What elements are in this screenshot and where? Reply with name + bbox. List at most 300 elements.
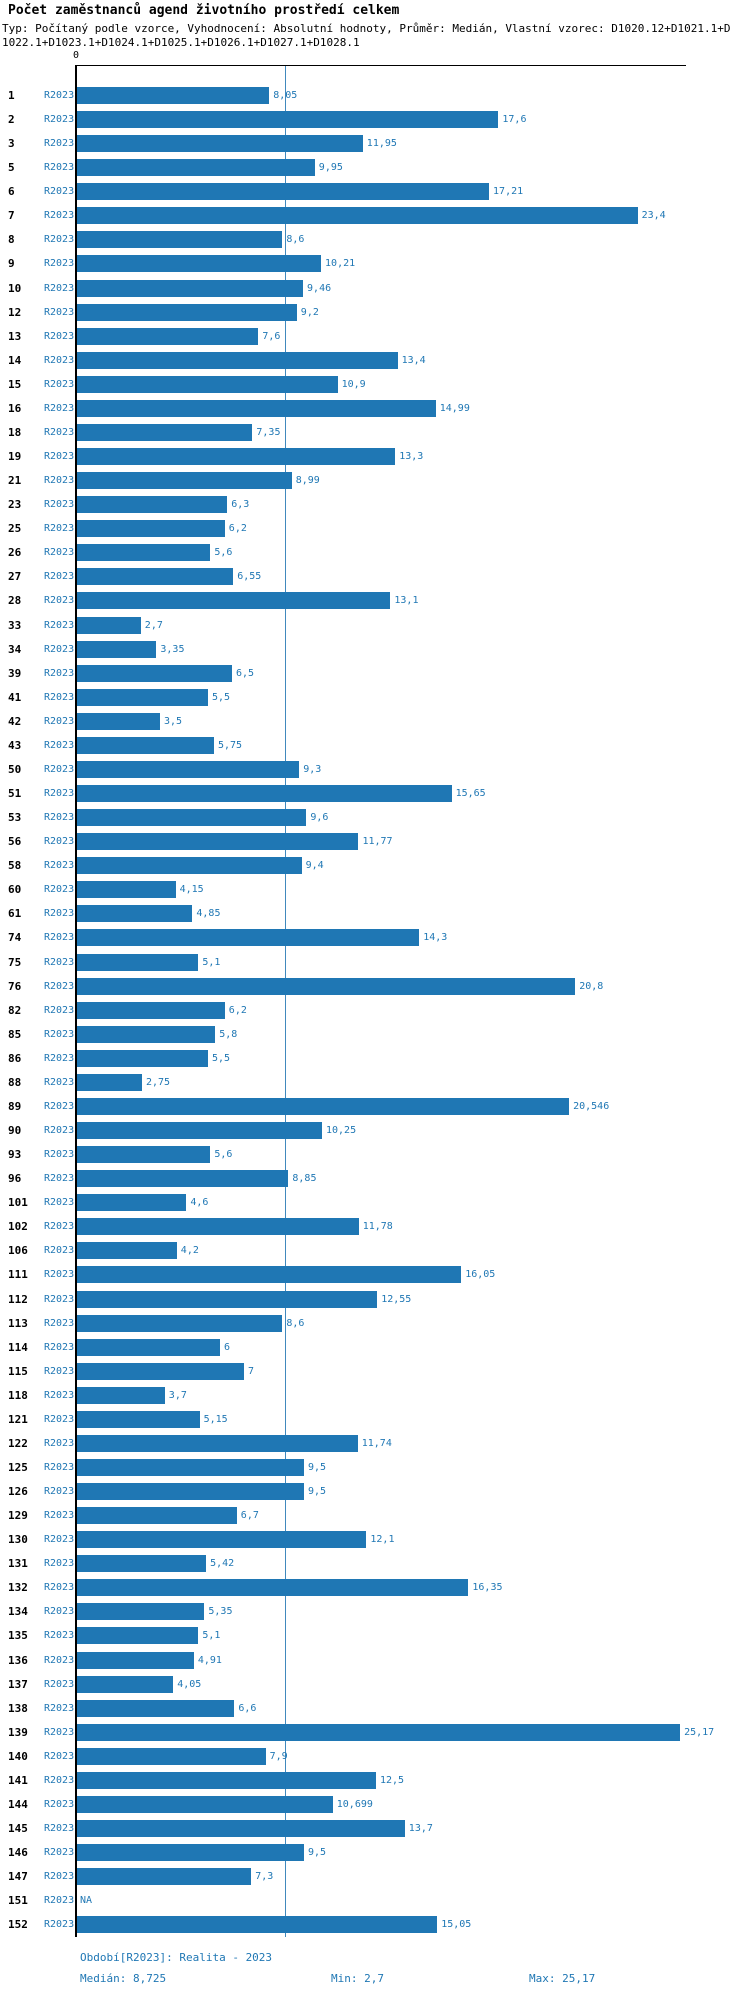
value-bar [76, 159, 315, 176]
row-number-label: 135 [8, 1629, 28, 1643]
row-number-label: 89 [8, 1099, 22, 1113]
row-number-label: 111 [8, 1268, 28, 1282]
value-label: 5,6 [214, 1149, 233, 1161]
value-bar [76, 785, 452, 802]
value-bar [76, 1724, 680, 1741]
value-label: 6,2 [228, 1004, 247, 1016]
chart-row [0, 1480, 750, 1504]
series-label: R2023 [44, 1486, 75, 1498]
row-number-label: 42 [8, 714, 22, 728]
series-label: R2023 [44, 1028, 75, 1040]
chart-row [0, 301, 750, 325]
value-label: 15,05 [441, 1919, 472, 1931]
row-number-label: 106 [8, 1244, 28, 1258]
row-number-label: 125 [8, 1460, 28, 1474]
value-bar [76, 761, 299, 778]
footer-period-label: Období[R2023]: Realita - 2023 [80, 1951, 273, 1964]
series-label: R2023 [44, 763, 75, 775]
row-number-label: 118 [8, 1388, 28, 1402]
series-label: R2023 [44, 1750, 75, 1762]
value-bar [76, 857, 302, 874]
chart-row [0, 1576, 750, 1600]
value-bar [76, 954, 198, 971]
value-label: 10,25 [326, 1125, 357, 1136]
series-label: R2023 [44, 571, 75, 583]
series-label: R2023 [44, 234, 75, 246]
value-label: 13,3 [399, 451, 424, 463]
value-bar [76, 1459, 304, 1476]
value-label: 17,6 [502, 114, 527, 126]
value-label: 2,75 [146, 1076, 171, 1088]
series-label: R2023 [44, 1221, 75, 1233]
row-number-label: 5 [8, 161, 15, 175]
value-label: 5,6 [214, 547, 233, 559]
chart-row [0, 1408, 750, 1432]
value-bar [76, 424, 252, 441]
value-label: 2,7 [144, 619, 163, 631]
series-label: R2023 [44, 1197, 75, 1209]
value-bar [76, 87, 269, 104]
series-label: R2023 [44, 980, 75, 992]
row-number-label: 146 [8, 1846, 28, 1860]
value-label: 9,3 [303, 763, 322, 775]
value-label: 8,99 [295, 475, 320, 487]
row-number-label: 132 [8, 1581, 28, 1595]
series-label: R2023 [44, 932, 75, 944]
chart-row [0, 1745, 750, 1769]
chart-row [0, 1697, 750, 1721]
chart-row [0, 349, 750, 373]
chart-row [0, 1865, 750, 1889]
value-bar [76, 1820, 405, 1837]
row-number-label: 58 [8, 859, 22, 873]
value-label: 9,5 [308, 1486, 327, 1498]
chart-row [0, 1191, 750, 1215]
chart-row [0, 325, 750, 349]
value-label: 14,3 [423, 932, 448, 944]
value-label: 4,05 [177, 1678, 202, 1690]
row-number-label: 86 [8, 1051, 22, 1065]
series-label: R2023 [44, 1173, 75, 1185]
row-number-label: 14 [8, 353, 22, 367]
row-number-label: 90 [8, 1124, 22, 1137]
value-bar [76, 304, 297, 321]
row-number-label: 16 [8, 401, 22, 415]
chart-row [0, 686, 750, 710]
chart-row [0, 1793, 750, 1817]
row-number-label: 85 [8, 1027, 22, 1041]
series-label: R2023 [44, 1702, 75, 1714]
series-label: R2023 [44, 1413, 75, 1425]
row-number-label: 53 [8, 811, 22, 825]
chart-row [0, 1167, 750, 1191]
series-label: R2023 [44, 1606, 75, 1618]
series-label: R2023 [44, 1823, 75, 1835]
value-bar [76, 665, 232, 682]
row-number-label: 101 [8, 1196, 28, 1210]
series-label: R2023 [44, 378, 75, 390]
series-label: R2023 [44, 956, 75, 968]
value-label: 5,1 [202, 956, 221, 968]
series-label: R2023 [44, 1630, 75, 1642]
value-label: 8,85 [292, 1173, 317, 1185]
value-label: 5,15 [203, 1413, 228, 1425]
row-number-label: 144 [8, 1797, 28, 1811]
value-label: 5,5 [212, 691, 231, 703]
series-label: R2023 [44, 1895, 75, 1907]
value-label: 6,3 [231, 499, 250, 511]
row-number-label: 50 [8, 762, 22, 776]
chart-row [0, 734, 750, 758]
series-label: R2023 [44, 595, 75, 607]
series-label: R2023 [44, 1558, 75, 1570]
value-label: 4,85 [196, 908, 221, 920]
chart-row [0, 1263, 750, 1287]
row-number-label: 114 [8, 1340, 28, 1354]
value-bar [76, 568, 233, 585]
series-label: R2023 [44, 1341, 75, 1353]
chart-row [0, 252, 750, 276]
value-bar [76, 472, 292, 489]
value-label: 25,17 [684, 1726, 715, 1738]
row-number-label: 134 [8, 1605, 28, 1619]
chart-row [0, 1384, 750, 1408]
value-label: 12,1 [370, 1534, 395, 1546]
series-label: R2023 [44, 354, 75, 366]
chart-row [0, 806, 750, 830]
value-bar [76, 1194, 186, 1211]
value-label: 8,05 [273, 90, 298, 101]
value-label: 6,2 [228, 523, 247, 535]
value-bar [76, 1242, 177, 1259]
row-number-label: 145 [8, 1822, 28, 1836]
row-number-label: 130 [8, 1533, 28, 1547]
value-bar [76, 1772, 376, 1789]
value-bar [76, 905, 192, 922]
series-label: R2023 [44, 1726, 75, 1738]
chart-row [0, 1504, 750, 1528]
series-label: R2023 [44, 884, 75, 896]
value-label: 4,91 [197, 1654, 222, 1666]
chart-row [0, 1071, 750, 1095]
series-label: R2023 [44, 402, 75, 414]
value-bar [76, 1652, 194, 1669]
value-bar [76, 617, 141, 634]
chart-row [0, 878, 750, 902]
series-label: R2023 [44, 1317, 75, 1329]
chart-row [0, 1239, 750, 1263]
value-bar [76, 641, 156, 658]
value-bar [76, 1387, 165, 1404]
row-number-label: 39 [8, 666, 22, 680]
value-bar [76, 689, 208, 706]
value-bar [76, 1339, 220, 1356]
series-label: R2023 [44, 1678, 75, 1690]
value-bar [76, 231, 282, 248]
row-number-label: 131 [8, 1557, 28, 1571]
series-label: R2023 [44, 90, 75, 101]
chart-row [0, 1215, 750, 1239]
chart-row [0, 758, 750, 782]
row-number-label: 51 [8, 787, 22, 801]
value-label: 15,65 [455, 788, 486, 800]
value-label: 3,35 [160, 643, 185, 655]
row-number-label: 138 [8, 1701, 28, 1715]
row-number-label: 61 [8, 907, 22, 921]
chart-row [0, 1913, 750, 1937]
value-label: 9,2 [300, 306, 319, 318]
series-label: R2023 [44, 1365, 75, 1377]
row-number-label: 21 [8, 474, 22, 488]
row-number-label: 136 [8, 1653, 28, 1667]
value-label: 4,15 [179, 884, 204, 896]
row-number-label: 113 [8, 1316, 28, 1330]
row-number-label: 76 [8, 979, 22, 993]
value-bar [76, 1315, 282, 1332]
value-label: 7 [248, 1365, 255, 1377]
row-number-label: 75 [8, 955, 22, 969]
row-number-label: 34 [8, 642, 22, 656]
value-bar [76, 1627, 198, 1644]
value-bar [76, 255, 321, 272]
series-label: R2023 [44, 547, 75, 559]
value-bar [76, 1916, 437, 1933]
value-label: 7,6 [262, 330, 281, 342]
chart-row [0, 710, 750, 734]
chart-row [0, 469, 750, 493]
chart-row [0, 830, 750, 854]
row-number-label: 96 [8, 1172, 22, 1186]
series-label: R2023 [44, 1437, 75, 1449]
value-label: 5,42 [210, 1558, 235, 1570]
chart-row [0, 1721, 750, 1745]
chart-row [0, 662, 750, 686]
value-label: 5,1 [202, 1630, 221, 1642]
chart-row [0, 1817, 750, 1841]
chart-row [0, 1095, 750, 1119]
chart-row [0, 277, 750, 301]
series-label: R2023 [44, 451, 75, 463]
series-label: R2023 [44, 667, 75, 679]
row-number-label: 3 [8, 137, 15, 151]
row-number-label: 19 [8, 450, 22, 464]
value-label: 5,5 [212, 1052, 231, 1064]
chart-row [0, 975, 750, 999]
value-label: 13,7 [408, 1823, 433, 1835]
value-bar [76, 1531, 366, 1548]
value-label: 6,6 [238, 1702, 257, 1714]
value-label: 9,95 [318, 162, 343, 174]
value-bar [76, 328, 258, 345]
value-label: 8,6 [286, 1317, 305, 1329]
chart-row [0, 902, 750, 926]
series-label: R2023 [44, 523, 75, 535]
series-label: R2023 [44, 162, 75, 174]
value-label: 10,699 [336, 1798, 373, 1810]
chart-row [0, 156, 750, 180]
y-axis-line [75, 65, 77, 1937]
row-number-label: 115 [8, 1364, 28, 1378]
series-label: R2023 [44, 1534, 75, 1546]
footer-max-stat: Max: 25,17 [529, 1972, 596, 1985]
chart-row [0, 951, 750, 975]
value-bar [76, 1266, 461, 1283]
chart-row [0, 1552, 750, 1576]
series-label: R2023 [44, 1847, 75, 1859]
value-label: 16,05 [465, 1269, 496, 1281]
value-label: 20,546 [573, 1100, 610, 1112]
value-label: 14,99 [439, 402, 470, 414]
value-label: 3,7 [168, 1389, 187, 1401]
value-label: 6,7 [240, 1510, 259, 1522]
row-number-label: 122 [8, 1436, 28, 1450]
row-number-label: 102 [8, 1220, 28, 1234]
row-number-label: 12 [8, 305, 22, 319]
value-label: 5,75 [218, 739, 243, 751]
value-bar [76, 1435, 358, 1452]
value-label: 12,5 [380, 1774, 405, 1786]
value-bar [76, 1555, 206, 1572]
chart-row [0, 1119, 750, 1143]
value-bar [76, 280, 303, 297]
value-bar [76, 400, 436, 417]
value-bar [76, 448, 395, 465]
chart-subtitle-line2: 1022.1+D1023.1+D1024.1+D1025.1+D1026.1+D1027.1+D1028.1 [2, 36, 360, 49]
value-label: 16,35 [472, 1582, 503, 1594]
chart-row [0, 614, 750, 638]
chart-row [0, 926, 750, 950]
value-label: 7,3 [255, 1871, 274, 1883]
chart-row [0, 1841, 750, 1865]
series-label: R2023 [44, 1149, 75, 1161]
value-bar [76, 881, 176, 898]
row-number-label: 147 [8, 1870, 28, 1884]
value-label: 6,55 [237, 571, 262, 583]
series-label: R2023 [44, 426, 75, 438]
series-label: R2023 [44, 306, 75, 318]
row-number-label: 60 [8, 883, 22, 897]
chart-row [0, 1432, 750, 1456]
value-bar [76, 1796, 333, 1813]
chart-row [0, 1673, 750, 1697]
value-label: 5,8 [219, 1028, 238, 1040]
chart-row [0, 1360, 750, 1384]
value-bar [76, 1098, 569, 1115]
row-number-label: 7 [8, 209, 15, 223]
chart-row [0, 1649, 750, 1673]
value-label: 4,2 [180, 1245, 199, 1257]
series-label: R2023 [44, 812, 75, 824]
row-number-label: 23 [8, 498, 22, 512]
series-label: R2023 [44, 330, 75, 342]
value-bar [76, 207, 638, 224]
chart-title: Počet zaměstnanců agend životního prostředí celkem [8, 3, 400, 18]
value-label: 6 [224, 1341, 231, 1353]
series-label: R2023 [44, 475, 75, 487]
chart-subtitle-line1: Typ: Počítaný podle vzorce, Vyhodnocení: Absolutní hodnoty, Průměr: Medián, Vlastní vzorec: D1020.12+D1021.1+D [2, 22, 731, 35]
value-label: 11,74 [361, 1437, 392, 1449]
row-number-label: 41 [8, 690, 22, 704]
series-label: R2023 [44, 210, 75, 222]
series-label: R2023 [44, 739, 75, 751]
value-label: 13,4 [401, 354, 426, 366]
value-bar [76, 978, 575, 995]
chart-row [0, 108, 750, 132]
chart-row [0, 421, 750, 445]
value-bar [76, 929, 419, 946]
value-label: 10,9 [341, 378, 366, 390]
chart-row [0, 1023, 750, 1047]
chart-row [0, 541, 750, 565]
row-number-label: 1 [8, 89, 15, 102]
chart-row [0, 565, 750, 589]
row-number-label: 15 [8, 377, 22, 391]
series-label: R2023 [44, 1076, 75, 1088]
value-bar [76, 1050, 208, 1067]
value-label: 17,21 [493, 186, 524, 198]
footer-min-stat: Min: 2,7 [331, 1972, 384, 1985]
row-number-label: 152 [8, 1918, 28, 1932]
value-bar [76, 1411, 200, 1428]
series-label: R2023 [44, 258, 75, 270]
value-label: NA [80, 1895, 93, 1907]
series-label: R2023 [44, 1100, 75, 1112]
row-number-label: 137 [8, 1677, 28, 1691]
series-label: R2023 [44, 643, 75, 655]
value-bar [76, 1170, 288, 1187]
value-bar [76, 1218, 359, 1235]
value-label: 7,35 [256, 426, 281, 438]
row-number-label: 2 [8, 113, 15, 127]
row-number-label: 139 [8, 1725, 28, 1739]
value-label: 9,5 [308, 1461, 327, 1473]
chart-row [0, 1600, 750, 1624]
value-bar [76, 1363, 244, 1380]
value-bar [76, 111, 498, 128]
chart-row [0, 638, 750, 662]
row-number-label: 88 [8, 1075, 22, 1089]
value-bar [76, 1026, 215, 1043]
chart-row [0, 1769, 750, 1793]
series-label: R2023 [44, 1293, 75, 1305]
row-number-label: 141 [8, 1773, 28, 1787]
value-bar [76, 352, 398, 369]
value-bar [76, 1146, 210, 1163]
value-bar [76, 135, 363, 152]
series-label: R2023 [44, 1125, 75, 1136]
series-label: R2023 [44, 788, 75, 800]
value-bar [76, 183, 489, 200]
series-label: R2023 [44, 1774, 75, 1786]
row-number-label: 10 [8, 281, 22, 295]
value-bar [76, 376, 338, 393]
chart-row [0, 1528, 750, 1552]
row-number-label: 112 [8, 1292, 28, 1306]
x-axis-zero-tick: 0 [72, 50, 80, 61]
value-bar [76, 1748, 266, 1765]
series-label: R2023 [44, 1919, 75, 1931]
chart-row [0, 132, 750, 156]
value-bar [76, 544, 210, 561]
series-label: R2023 [44, 138, 75, 150]
chart-row [0, 228, 750, 252]
chart-row [0, 782, 750, 806]
chart-row [0, 397, 750, 421]
value-label: 5,35 [208, 1606, 233, 1618]
x-axis-line [75, 65, 686, 66]
chart-row [0, 589, 750, 613]
series-label: R2023 [44, 282, 75, 294]
